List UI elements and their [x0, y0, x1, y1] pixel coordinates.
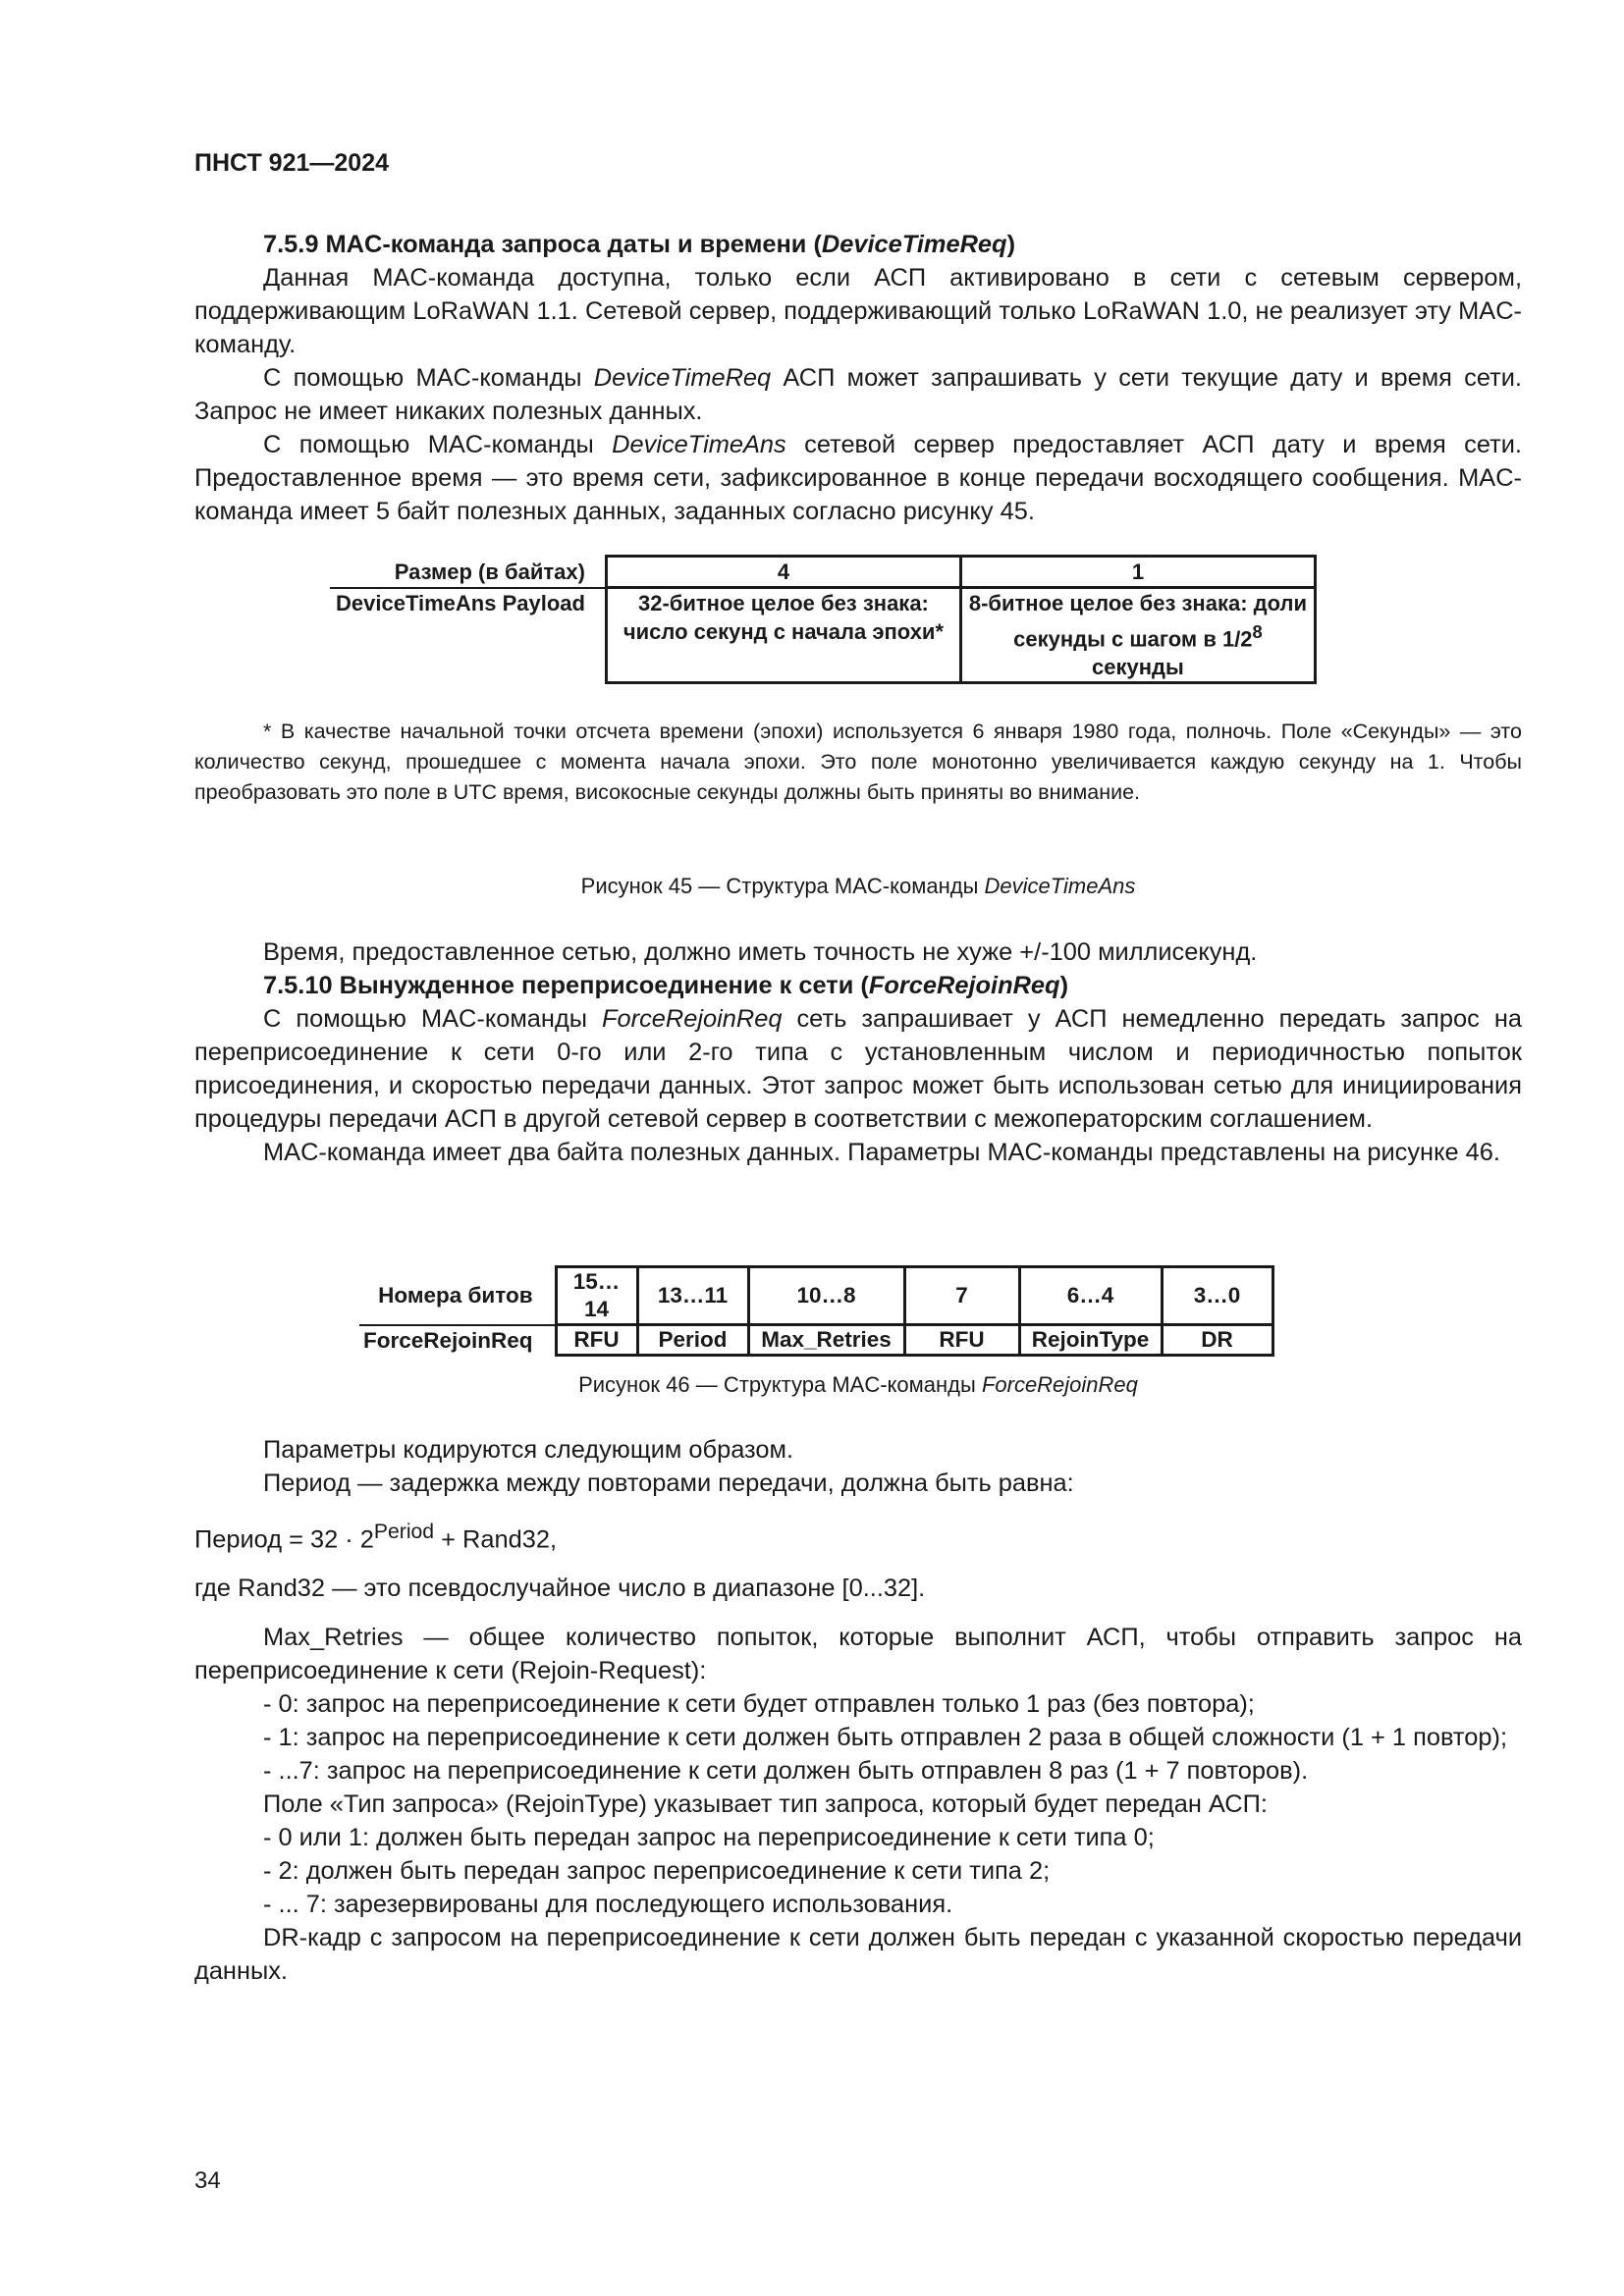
- list-item: - ...7: запрос на переприсоединение к сети должен быть отправлен 8 раз (1 + 7 повторов).: [263, 1757, 1309, 1786]
- cell-fraction-desc: 8-битное целое без знака: доли секунды с шагом в $1/2^8$ секунды: [960, 588, 1315, 683]
- field-name: Max_Retries: [748, 1325, 904, 1356]
- paragraph: Данная MAC-команда доступна, только если АСП активировано в сети с сетевым сервером, поддерживающим LoRaWAN 1.1. Сетевой сервер, поддерживающий только LoRaWAN 1.0, не реализует эту MAC-команду.: [194, 264, 1522, 358]
- figure-45-footnote: * В качестве начальной точки отсчета времени (эпохи) используется 6 января 1980 года, полночь. Поле «Секунды» — это количество секунд, прошедшее с момента начала эпохи. Это поле монотонно увеличивается каждую секунду на 1. Чтобы преобразовать это поле в UTC время, високосные секунды должны быть приняты во внимание.: [194, 720, 1522, 804]
- field-name: RFU: [904, 1325, 1019, 1356]
- paragraph: Параметры кодируются следующим образом.: [263, 1436, 794, 1464]
- bit-range: 10…8: [748, 1267, 904, 1325]
- paragraph: Поле «Тип запроса» (RejoinType) указывает тип запроса, который будет передан АСП:: [263, 1790, 1268, 1819]
- row-label-command: ForceRejoinReq: [363, 1327, 533, 1353]
- list-item: - 2: должен быть передан запрос переприсоединение к сети типа 2;: [263, 1857, 1051, 1886]
- section-heading: 7.5.9 MAC-команда запроса даты и времени (DeviceTimeReq): [263, 231, 1016, 258]
- list-item: - ... 7: зарезервированы для последующего использования.: [263, 1891, 953, 1919]
- paragraph: Max_Retries — общее количество попыток, которые выполнит АСП, чтобы отправить запрос на переприсоединение к сети (Rejoin-Request):: [194, 1624, 1522, 1685]
- bit-range: 7: [904, 1267, 1019, 1325]
- bit-range: 3…0: [1162, 1267, 1272, 1325]
- field-name: Period: [637, 1325, 748, 1356]
- bit-range: 13…11: [637, 1267, 748, 1325]
- bit-range: 6…4: [1019, 1267, 1162, 1325]
- paragraph: DR-кадр с запросом на переприсоединение к сети должен быть передан с указанной скоростью передачи данных.: [194, 1924, 1522, 1986]
- document-code: ПНСТ 921—2024: [194, 149, 389, 177]
- paragraph: С помощью MAC-команды DeviceTimeAns сетевой сервер предоставляет АСП дату и время сети. Предоставленное время — это время сети, зафиксированное в конце передачи восходящего сообщения. MAC-команда имеет 5 байт полезных данных, заданных согласно рисунку 45.: [194, 431, 1522, 525]
- paragraph: С помощью MAC-команды ForceRejoinReq сеть запрашивает у АСП немедленно передать запрос на переприсоединение к сети 0-го или 2-го типа с установленным числом и периодичностью попыток присоединения, и скоростью передачи данных. Этот запрос может быть использован сетью для инициирования процедуры передачи АСП в другой сетевой сервер в соответствии с межоператорским соглашением.: [194, 1005, 1522, 1133]
- field-name: RFU: [556, 1325, 637, 1356]
- list-item: - 1: запрос на переприсоединение к сети должен быть отправлен 2 раза в общей сложности (1 + 1 повтор);: [263, 1724, 1508, 1752]
- cell-size-1: 1: [960, 557, 1315, 588]
- figure-45-caption: Рисунок 45 — Структура MAC-команды DeviceTimeAns: [580, 874, 1136, 898]
- section-7-5-9: [194, 228, 1522, 528]
- paragraph: где Rand32 — это псевдослучайное число в диапазоне [0...32].: [194, 1575, 926, 1603]
- paragraph: MAC-команда имеет два байта полезных данных. Параметры MAC-команды представлены на рисунке 46.: [263, 1139, 1500, 1166]
- parameters-section: [194, 1433, 1522, 1988]
- paragraph: Время, предоставленное сетью, должно иметь точность не хуже +/-100 миллисекунд.: [263, 938, 1258, 966]
- paragraph: С помощью MAC-команды DeviceTimeReq АСП может запрашивать у сети текущие дату и время сети. Запрос не имеет никаких полезных данных.: [194, 364, 1522, 425]
- cell-seconds-desc: 32-битное целое без знака: число секунд с начала эпохи*: [606, 588, 960, 683]
- row-label-size: Размер (в байтах): [330, 557, 606, 588]
- row-label-payload: DeviceTimeAns Payload: [336, 590, 585, 615]
- list-item: - 0 или 1: должен быть передан запрос на переприсоединение к сети типа 0;: [263, 1824, 1155, 1852]
- section-7-5-10: [194, 935, 1522, 1169]
- field-name: RejoinType: [1019, 1325, 1162, 1356]
- figure-45-table: [330, 555, 1317, 684]
- figure-46-table: [359, 1265, 1274, 1357]
- period-formula: Период = $32 \cdot 2^{Period}$ + Rand32,: [194, 1521, 558, 1554]
- row-label-bits: Номера битов: [359, 1267, 556, 1325]
- cell-size-4: 4: [606, 557, 960, 588]
- list-item: - 0: запрос на переприсоединение к сети будет отправлен только 1 раз (без повтора);: [263, 1690, 1255, 1719]
- figure-46-caption: Рисунок 46 — Структура MAC-команды ForceRejoinReq: [578, 1372, 1138, 1397]
- section-heading: 7.5.10 Вынужденное переприсоединение к сети (ForceRejoinReq): [263, 972, 1069, 999]
- page-number: 34: [194, 2167, 221, 2194]
- paragraph: Период — задержка между повторами передачи, должна быть равна:: [263, 1469, 1074, 1497]
- field-name: DR: [1162, 1325, 1272, 1356]
- bit-range: 15…14: [556, 1267, 637, 1325]
